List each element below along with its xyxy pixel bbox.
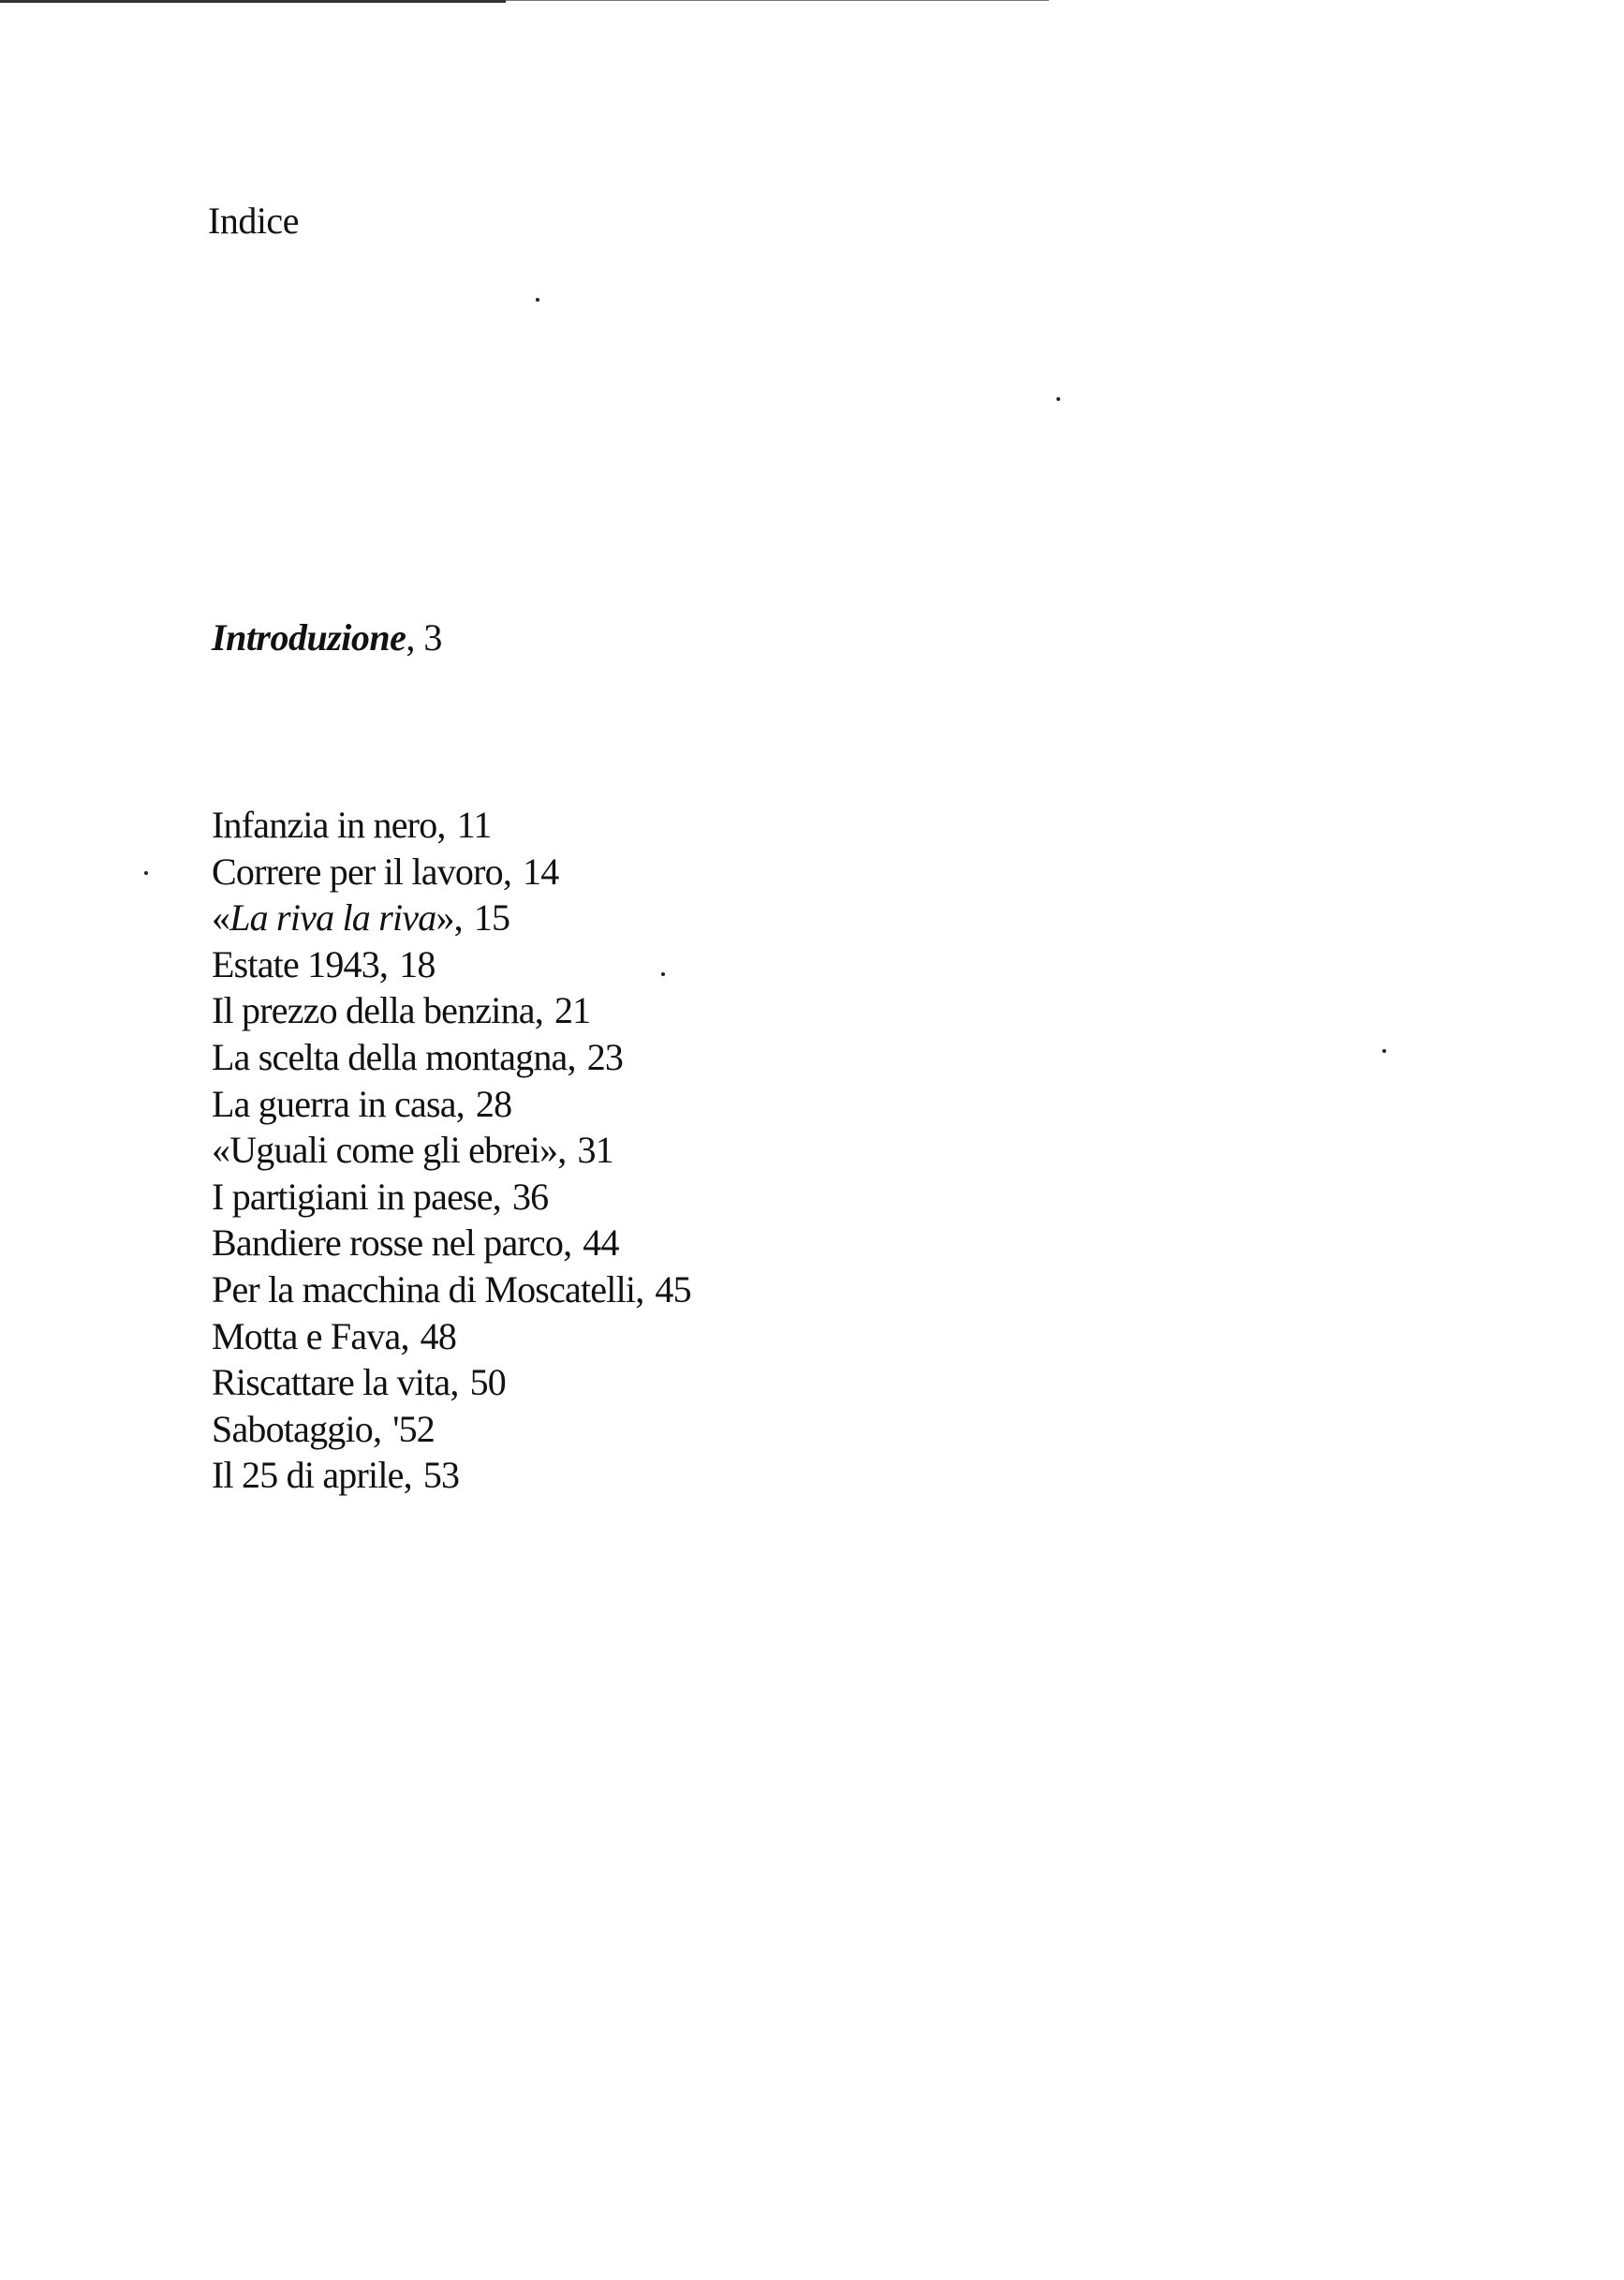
toc-entry-separator: , <box>406 616 415 659</box>
toc-entry-page: 14 <box>523 850 559 893</box>
toc-entry <box>212 1034 691 1081</box>
toc-entry <box>212 1220 691 1266</box>
toc-entry <box>212 1406 691 1453</box>
toc-entry-title: Riscattare la vita, <box>212 1361 459 1404</box>
toc-entry-title: Motta e Fava, <box>212 1314 409 1357</box>
toc-entry <box>212 987 691 1034</box>
page-title: Indice <box>208 200 299 242</box>
toc-entry-page: 11 <box>456 804 492 846</box>
toc-entry-page: 23 <box>586 1035 624 1078</box>
toc-entry-page: 18 <box>399 942 436 985</box>
toc-entry-title: I partigiani in paese, <box>212 1175 501 1218</box>
toc-entry-page: 48 <box>420 1314 457 1357</box>
toc-entry <box>212 895 691 941</box>
scan-speck <box>536 298 539 302</box>
toc-entry-page: 50 <box>469 1361 506 1404</box>
toc-entry-title-prefix: « <box>212 896 230 940</box>
scan-speck <box>1382 1049 1386 1053</box>
toc-entry <box>212 1359 691 1406</box>
scan-top-edge-faint <box>506 0 1049 1</box>
toc-entry-title: Correre per il lavoro, <box>212 850 512 893</box>
toc-entry-page: 21 <box>554 989 591 1032</box>
toc-entry-page: 53 <box>422 1454 460 1497</box>
toc-entry-page: 28 <box>475 1082 512 1125</box>
toc-entry-title: La scelta della montagna, <box>212 1035 576 1078</box>
toc-entry-title: Introduzione <box>212 616 406 659</box>
toc-entry-title: Per la macchina di Moscatelli, <box>212 1267 644 1310</box>
toc-entry-title: Sabotaggio, <box>212 1407 382 1450</box>
toc-entry-page: '52 <box>392 1407 435 1450</box>
toc-entry <box>212 1174 691 1221</box>
toc-entry <box>212 941 691 988</box>
toc-entry-title: Infanzia in nero, <box>212 804 446 846</box>
toc-entry-page: 15 <box>473 896 510 940</box>
toc-entry-title: Il prezzo della benzina, <box>212 989 543 1032</box>
toc-entry-title: La riva la riva <box>229 896 436 940</box>
toc-entry <box>212 1313 691 1360</box>
toc-entry-title: Il 25 di aprile, <box>212 1454 412 1497</box>
toc-entry <box>212 1266 691 1313</box>
scan-speck <box>144 871 148 875</box>
toc-entry-introduzione <box>212 614 442 661</box>
toc-entry <box>212 1127 691 1174</box>
table-of-contents <box>212 802 691 1499</box>
toc-entry <box>212 802 691 849</box>
toc-entry-page: 44 <box>583 1221 619 1265</box>
toc-entry <box>212 849 691 896</box>
toc-entry-page: 3 <box>423 616 442 659</box>
toc-entry-page: 31 <box>577 1129 613 1172</box>
toc-entry <box>212 1452 691 1499</box>
toc-entry-title: Estate 1943, <box>212 942 389 985</box>
toc-entry-title: «Uguali come gli ebrei», <box>212 1129 567 1172</box>
toc-entry-title: Bandiere rosse nel parco, <box>212 1221 572 1265</box>
scan-speck <box>1056 397 1060 401</box>
toc-entry-title: La guerra in casa, <box>212 1082 465 1125</box>
toc-entry-title-suffix: », <box>436 896 463 940</box>
scan-top-edge <box>0 0 506 3</box>
toc-entry <box>212 1081 691 1128</box>
toc-entry-page: 45 <box>655 1267 691 1310</box>
toc-entry-page: 36 <box>511 1175 549 1218</box>
